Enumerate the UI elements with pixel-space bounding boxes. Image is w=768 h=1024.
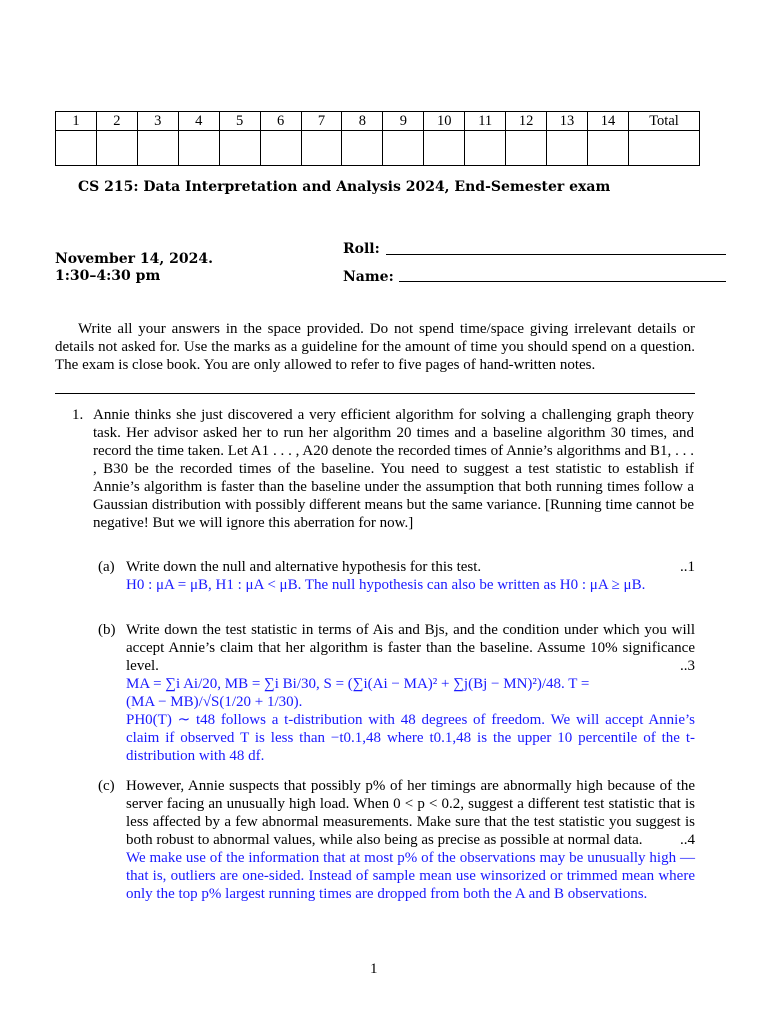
roll-input-line[interactable] <box>386 254 726 255</box>
marks-header-cell: 11 <box>465 112 506 131</box>
marks-header-cell: 10 <box>424 112 465 131</box>
marks-entry-cell[interactable] <box>506 131 547 166</box>
marks-entry-cell[interactable] <box>629 131 700 166</box>
part-a-marks: ..1 <box>680 559 695 575</box>
marks-entry-cell[interactable] <box>424 131 465 166</box>
name-input-line[interactable] <box>399 281 726 282</box>
divider <box>55 393 695 394</box>
part-b-answer-1: MA = ∑i Ai/20, MB = ∑i Bi/30, S = (∑i(Ai − MA)² + ∑j(Bj − MN)²)/48. T = <box>126 676 590 692</box>
marks-entry-row <box>56 131 700 166</box>
marks-header-cell: 9 <box>383 112 424 131</box>
page-number: 1 <box>370 961 378 977</box>
part-a-question: Write down the null and alternative hypothesis for this test. <box>126 559 482 575</box>
marks-entry-cell[interactable] <box>301 131 342 166</box>
marks-header-cell: 4 <box>178 112 219 131</box>
question-number: 1. <box>72 407 84 423</box>
part-b-label: (b) <box>98 622 116 638</box>
marks-header-cell: 1 <box>56 112 97 131</box>
marks-header-cell: 3 <box>137 112 178 131</box>
exam-time: 1:30–4:30 pm <box>55 268 161 284</box>
exam-title: CS 215: Data Interpretation and Analysis 2024, End-Semester exam <box>78 179 611 195</box>
marks-entry-cell[interactable] <box>56 131 97 166</box>
marks-entry-cell[interactable] <box>137 131 178 166</box>
part-b-answer-3: PH0(T) ∼ t48 follows a t-distribution with 48 degrees of freedom. We will accept Annie’s claim if observed T is less than −t0.1,48 where t0.1,48 is the upper 10 percentile of the t-distribution with 48 df. <box>126 712 695 764</box>
marks-header-cell: 8 <box>342 112 383 131</box>
instructions: Write all your answers in the space provided. Do not spend time/space giving irrelevant details or details not asked for. Use the marks as a guideline for the amount of time you should spend on a question. The exam is close book. You are only allowed to refer to five pages of hand-written notes. <box>55 321 695 373</box>
marks-header-cell: 5 <box>219 112 260 131</box>
marks-header-cell: 6 <box>260 112 301 131</box>
exam-date: November 14, 2024. <box>55 251 214 267</box>
marks-entry-cell[interactable] <box>219 131 260 166</box>
marks-header-cell: Total <box>629 112 700 131</box>
marks-header-row <box>56 112 700 131</box>
part-c-question: However, Annie suspects that possibly p% of her timings are abnormally high because of the server facing an unusually high load. When 0 < p < 0.2, suggest a different test statistic that is less affected by a few abnormal measurements. Make sure that the test statistic you suggest is both robust to abnormal values, while also being as precise as possible at normal data. <box>126 778 695 848</box>
part-b-question: Write down the test statistic in terms of Ais and Bjs, and the condition under which you will accept Annie’s claim that her algorithm is faster than the baseline. Assume 10% significance level. <box>126 622 695 674</box>
part-c-label: (c) <box>98 778 115 794</box>
roll-label: Roll: <box>343 241 380 257</box>
part-b-marks: ..3 <box>680 658 695 674</box>
part-c <box>126 777 695 903</box>
marks-entry-cell[interactable] <box>547 131 588 166</box>
name-label: Name: <box>343 269 394 285</box>
marks-entry-cell[interactable] <box>96 131 137 166</box>
marks-entry-cell[interactable] <box>178 131 219 166</box>
part-b-answer-2: (MA − MB)/√S(1/20 + 1/30). <box>126 694 303 710</box>
part-c-marks: ..4 <box>680 832 695 848</box>
marks-entry-cell[interactable] <box>465 131 506 166</box>
marks-header-cell: 14 <box>587 112 628 131</box>
marks-header-cell: 2 <box>96 112 137 131</box>
marks-entry-cell[interactable] <box>342 131 383 166</box>
marks-entry-cell[interactable] <box>260 131 301 166</box>
marks-table <box>55 111 700 166</box>
part-a-answer: H0 : μA = μB, H1 : μA < μB. The null hypothesis can also be written as H0 : μA ≥ μB. <box>126 577 646 593</box>
part-a <box>126 558 695 594</box>
part-c-answer: We make use of the information that at most p% of the observations may be unusually high — that is, outliers are one-sided. Instead of sample mean use winsorized or trimmed mean where only the top p% largest running times are dropped from both the A and B observations. <box>126 850 695 902</box>
question-text: Annie thinks she just discovered a very efficient algorithm for solving a challenging graph theory task. Her advisor asked her to run her algorithm 20 times and a baseline algorithm 30 times, and record the time taken. Let A1 . . . , A20 denote the recorded times of Annie’s algorithms and B1, . . . , B30 be the recorded times of the baseline. You need to suggest a test statistic to establish if Annie’s algorithm is faster than the baseline under the assumption that both running times follow a Gaussian distribution with possibly different means but the same variance. [Running time cannot be negative! But we will ignore this aberration for now.] <box>93 407 694 531</box>
marks-header-cell: 13 <box>547 112 588 131</box>
marks-entry-cell[interactable] <box>383 131 424 166</box>
part-b <box>126 621 695 765</box>
marks-entry-cell[interactable] <box>587 131 628 166</box>
marks-header-cell: 7 <box>301 112 342 131</box>
marks-header-cell: 12 <box>506 112 547 131</box>
part-a-label: (a) <box>98 559 115 575</box>
